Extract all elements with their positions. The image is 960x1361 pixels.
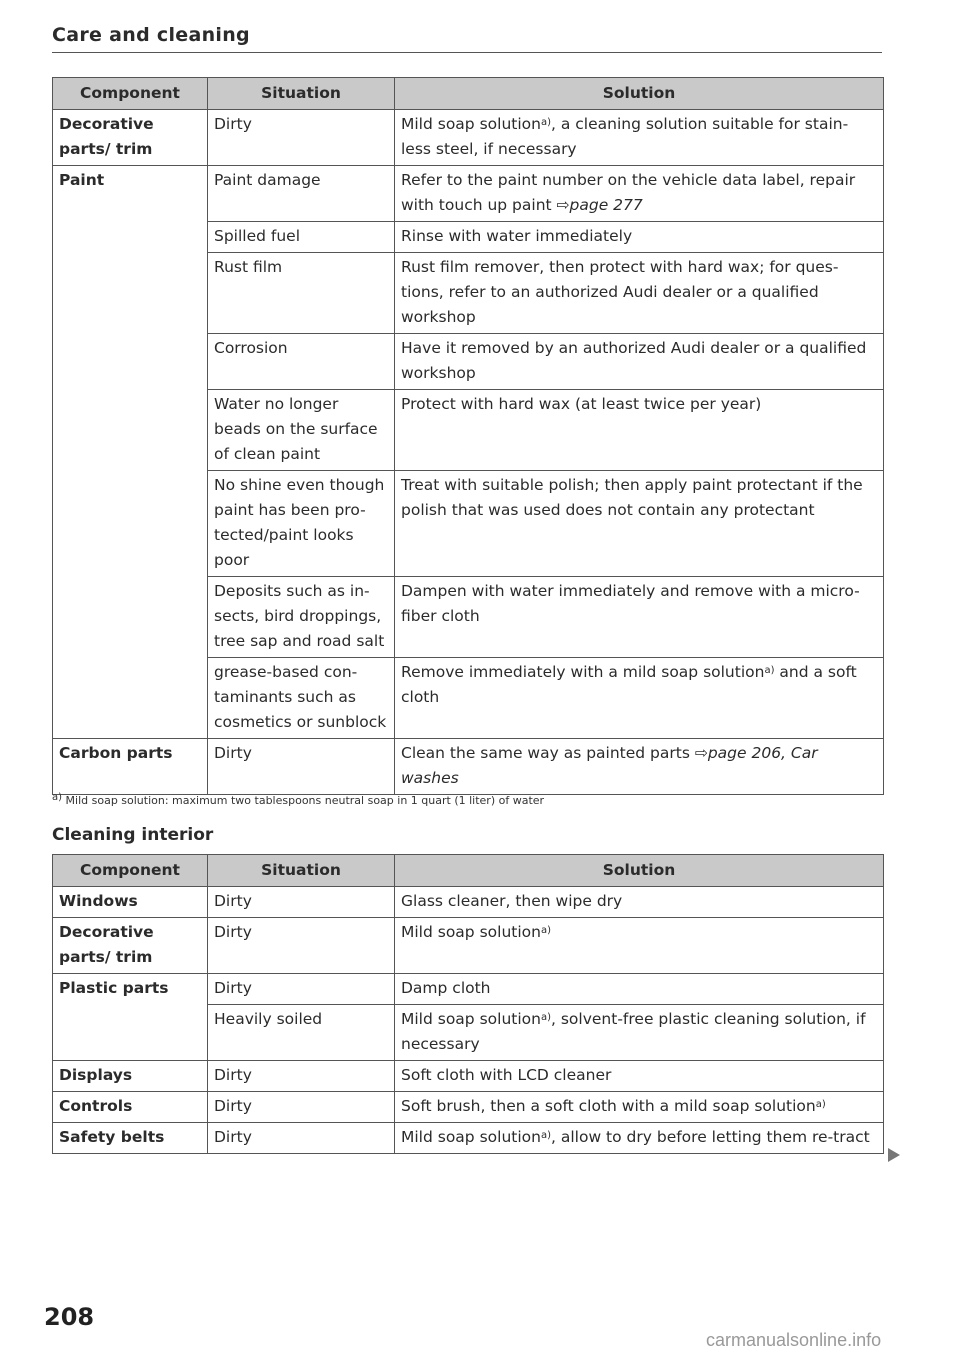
situation-cell: grease-based con-taminants such as cosmetics or sunblock xyxy=(208,658,395,739)
situation-cell: Dirty xyxy=(208,1061,395,1092)
exterior-cleaning-table xyxy=(52,77,884,795)
situation-cell: Dirty xyxy=(208,110,395,166)
situation-cell: Dirty xyxy=(208,918,395,974)
footnote-ref: a) xyxy=(540,117,551,128)
footnote-ref: a) xyxy=(764,665,775,676)
situation-cell: Dirty xyxy=(208,739,395,795)
header-solution: Solution xyxy=(395,855,884,887)
solution-cell: Rinse with water immediately xyxy=(395,222,884,253)
situation-cell: Corrosion xyxy=(208,334,395,390)
watermark: carmanualsonline.info xyxy=(706,1330,882,1350)
solution-cell: Protect with hard wax (at least twice per year) xyxy=(395,390,884,471)
header-solution: Solution xyxy=(395,78,884,110)
table-row xyxy=(53,1061,884,1092)
component-cell: Controls xyxy=(53,1092,208,1123)
footnote-ref: a) xyxy=(540,1012,551,1023)
solution-cell: Soft cloth with LCD cleaner xyxy=(395,1061,884,1092)
title-divider xyxy=(52,52,882,53)
cross-ref-arrow-icon: ⇨ xyxy=(694,744,708,762)
component-cell: Decorative parts/ trim xyxy=(53,110,208,166)
table-row xyxy=(53,974,884,1005)
situation-cell: Rust film xyxy=(208,253,395,334)
solution-cell: Soft brush, then a soft cloth with a mild soap solution$^{a)}$ xyxy=(395,1092,884,1123)
interior-section-title: Cleaning interior xyxy=(52,825,214,845)
continue-arrow-icon xyxy=(888,1148,900,1162)
footnote: a) Mild soap solution: maximum two tablespoons neutral soap in 1 quart (1 liter) of water xyxy=(52,792,545,807)
table-row xyxy=(53,110,884,166)
table-row xyxy=(53,918,884,974)
table-row xyxy=(53,739,884,795)
solution-cell: Clean the same way as painted parts ⇨page 206, Car washes xyxy=(395,739,884,795)
table-row xyxy=(53,166,884,222)
component-cell: Carbon parts xyxy=(53,739,208,795)
situation-cell: No shine even though paint has been pro-tected/paint looks poor xyxy=(208,471,395,577)
cross-ref-arrow-icon: ⇨ xyxy=(556,196,570,214)
solution-cell: Remove immediately with a mild soap solution$^{a)}$ and a soft cloth xyxy=(395,658,884,739)
table-row xyxy=(53,1092,884,1123)
solution-cell: Mild soap solution$^{a)}$ xyxy=(395,918,884,974)
solution-cell: Mild soap solution$^{a)}$, allow to dry before letting them re-tract xyxy=(395,1123,884,1154)
component-cell: Displays xyxy=(53,1061,208,1092)
component-cell: Plastic parts xyxy=(53,974,208,1061)
situation-cell: Spilled fuel xyxy=(208,222,395,253)
solution-cell: Have it removed by an authorized Audi dealer or a qualified workshop xyxy=(395,334,884,390)
component-cell: Safety belts xyxy=(53,1123,208,1154)
footnote-ref: a) xyxy=(540,1130,551,1141)
situation-cell: Water no longer beads on the surface of clean paint xyxy=(208,390,395,471)
page-link[interactable]: page 206, Car washes xyxy=(401,744,818,787)
situation-cell: Dirty xyxy=(208,974,395,1005)
situation-cell: Dirty xyxy=(208,1092,395,1123)
solution-cell: Refer to the paint number on the vehicle data label, repair with touch up paint ⇨page 277 xyxy=(395,166,884,222)
situation-cell: Heavily soiled xyxy=(208,1005,395,1061)
component-cell: Windows xyxy=(53,887,208,918)
situation-cell: Paint damage xyxy=(208,166,395,222)
header-component: Component xyxy=(53,855,208,887)
situation-cell: Dirty xyxy=(208,887,395,918)
component-cell: Decorative parts/ trim xyxy=(53,918,208,974)
header-situation: Situation xyxy=(208,855,395,887)
solution-cell: Dampen with water immediately and remove with a micro-fiber cloth xyxy=(395,577,884,658)
page-number: 208 xyxy=(44,1303,95,1331)
footnote-ref: a) xyxy=(540,925,551,936)
solution-cell: Mild soap solution$^{a)}$, a cleaning solution suitable for stain-less steel, if necessary xyxy=(395,110,884,166)
table-header-row xyxy=(53,855,884,887)
solution-cell: Glass cleaner, then wipe dry xyxy=(395,887,884,918)
header-situation: Situation xyxy=(208,78,395,110)
header-component: Component xyxy=(53,78,208,110)
situation-cell: Dirty xyxy=(208,1123,395,1154)
table-header-row xyxy=(53,78,884,110)
situation-cell: Deposits such as in-sects, bird droppings, tree sap and road salt xyxy=(208,577,395,658)
solution-cell: Damp cloth xyxy=(395,974,884,1005)
interior-cleaning-table xyxy=(52,854,884,1154)
table-row xyxy=(53,887,884,918)
solution-cell: Treat with suitable polish; then apply paint protectant if the polish that was used does not contain any protectant xyxy=(395,471,884,577)
section-title: Care and cleaning xyxy=(52,24,250,46)
component-cell: Paint xyxy=(53,166,208,739)
footnote-ref: a) xyxy=(815,1099,826,1110)
page-link[interactable]: page 277 xyxy=(569,196,643,214)
table-row xyxy=(53,1123,884,1154)
solution-cell: Mild soap solution$^{a)}$, solvent-free plastic cleaning solution, if necessary xyxy=(395,1005,884,1061)
solution-cell: Rust film remover, then protect with hard wax; for ques-tions, refer to an authorized Audi dealer or a qualified workshop xyxy=(395,253,884,334)
